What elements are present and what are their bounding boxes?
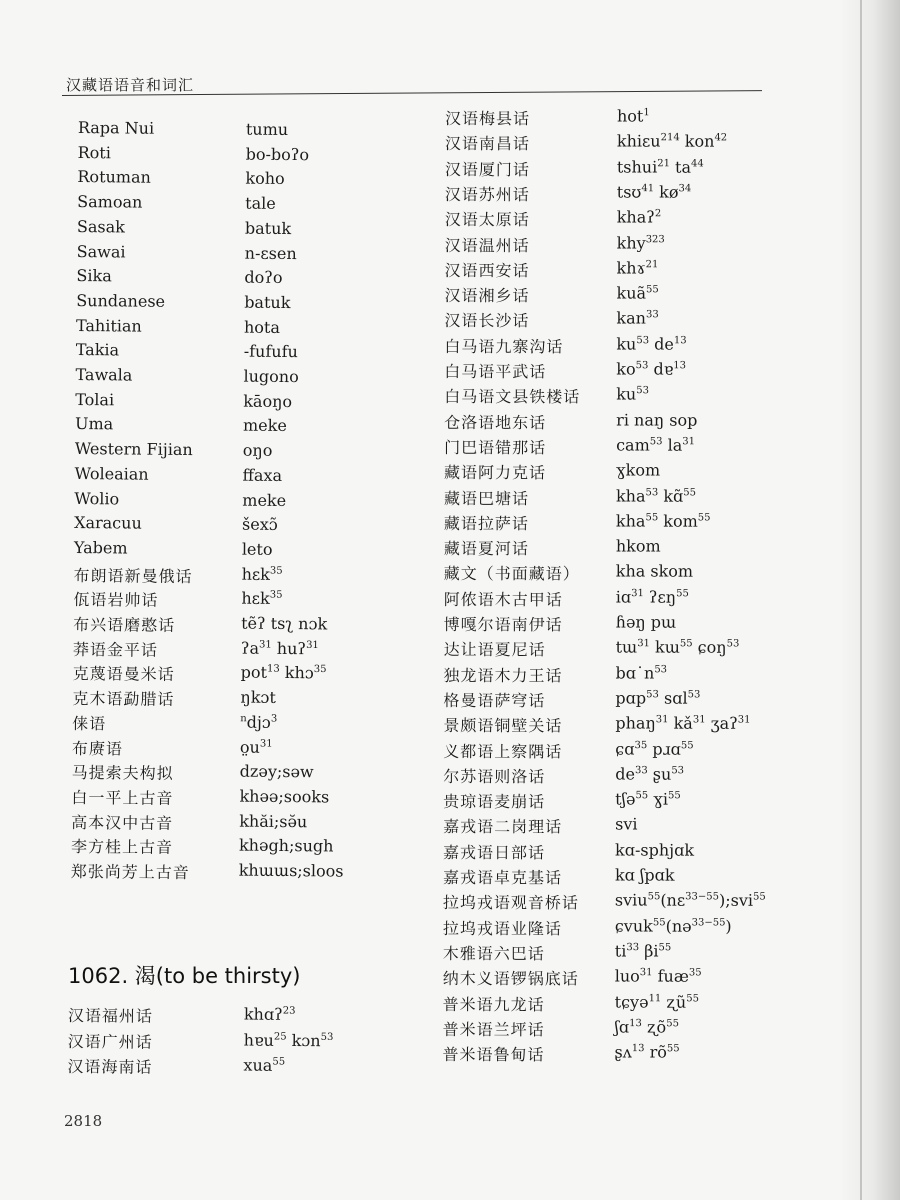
word-form: ɕɑ$^{35}$ pɹɑ$^{55}$ [615, 738, 694, 759]
word-form: tumu [245, 119, 289, 140]
language-name: 普米语鲁甸话 [442, 1045, 545, 1065]
language-name: Sawai [76, 241, 126, 261]
word-form: oŋo [242, 440, 273, 460]
word-form: doʔo [244, 267, 283, 288]
word-form: lugono [243, 366, 299, 387]
word-form: kɑ ʃpɑk [614, 865, 675, 885]
language-name: 汉语西安话 [444, 260, 530, 281]
word-form: hot$^1$ [616, 106, 650, 126]
word-form: $ku^{53}$ [616, 384, 650, 404]
language-name: 汉语长沙话 [444, 311, 530, 331]
language-name: Sundanese [76, 290, 166, 311]
word-form: hɐu$^{25}$ kɔn$^{53}$ [243, 1030, 334, 1050]
entry-heading: 1062. 渴(to be thirsty) [68, 964, 301, 988]
language-name: Roti [77, 142, 111, 163]
language-name: 藏语拉萨话 [443, 513, 529, 534]
word-form: $o̤u^{31}$ [239, 737, 273, 757]
language-name: 博嘎尔语南伊话 [443, 614, 563, 635]
language-name: 莽语金平话 [72, 639, 159, 660]
language-name: Yabem [73, 537, 128, 558]
language-name: 白一平上古音 [71, 787, 174, 808]
word-form: n-ɛsen [244, 243, 297, 263]
language-name: 嘉戎语日部话 [443, 842, 546, 862]
language-name: 汉语梅县话 [444, 108, 531, 129]
word-form: hota [243, 317, 281, 337]
language-name: 白马语文县铁楼话 [444, 387, 581, 407]
language-name: 达让语夏尼话 [443, 640, 546, 660]
word-form: tẽʔ tsʅ nɔk [241, 613, 328, 634]
language-name: Tolai [75, 389, 115, 410]
word-form: xua$^{55}$ [243, 1055, 286, 1075]
language-name: 汉语苏州话 [444, 184, 530, 205]
language-name: 藏文（书面藏语） [443, 564, 580, 584]
language-name: Uma [74, 414, 114, 434]
language-name: 尔苏语则洛话 [443, 766, 546, 787]
language-name: 高本汉中古音 [71, 812, 174, 833]
word-form: kha skom [615, 561, 694, 582]
language-name: 拉坞戎语业隆话 [442, 918, 562, 938]
language-name: Xaracuu [74, 513, 142, 533]
language-name: Rapa Nui [77, 118, 155, 138]
language-name: 藏语夏河话 [443, 539, 529, 559]
language-name: 布兴语磨憨话 [73, 614, 176, 635]
word-form: $ti^{33}$ $\beta i^{55}$ [614, 941, 672, 961]
word-form: cam$^{53}$ $la^{31}$ [616, 435, 696, 455]
language-name: 汉语海南话 [67, 1056, 153, 1077]
language-name: 木雅语六巴话 [442, 943, 545, 964]
language-name: 格曼语萨穹话 [443, 690, 546, 711]
word-form: luo$^{31}$ fuæ$^{35}$ [614, 966, 702, 986]
language-name: Takia [75, 340, 120, 360]
word-form: khiɛu$^{214}$ kon$^{42}$ [616, 131, 728, 152]
word-form: koho [245, 169, 285, 189]
word-form: batuk [244, 218, 292, 238]
language-name: Western Fijian [74, 439, 193, 460]
word-form: kha$^{53}$ kɑ̃$^{55}$ [615, 485, 697, 506]
word-form: kan$^{33}$ [616, 308, 659, 328]
language-name: 嘉戎语卓克基话 [442, 867, 563, 888]
language-name: 景颇语铜壁关话 [443, 716, 563, 736]
page-gutter-shadow [840, 0, 900, 1200]
word-form: ɦəŋ pɯ [615, 612, 677, 632]
word-form: tɕyə$^{11}$ ʐũ$^{55}$ [614, 991, 700, 1012]
word-form: dzəy;səw [239, 761, 314, 782]
word-form: khy$^{323}$ [616, 232, 665, 253]
language-name: 贵琼语麦崩话 [443, 792, 546, 812]
language-name: 克木语勐腊话 [72, 689, 175, 710]
word-form: hkom [615, 536, 661, 556]
page-number: 2818 [64, 1112, 103, 1130]
word-form: khɤ$^{21}$ [616, 258, 659, 278]
word-form: bo-boʔo [245, 144, 310, 164]
word-form: tʃə$^{55}$ ɣi$^{55}$ [615, 789, 681, 809]
language-name: 阿侬语木古甲话 [443, 589, 563, 609]
language-name: 汉语太原话 [444, 210, 530, 230]
word-form: batuk [244, 292, 291, 312]
language-name: 拉坞戎语观音桥话 [442, 893, 579, 913]
page-edge [860, 0, 862, 1200]
word-form: tɯ$^{31}$ kɯ$^{55}$ ɕoŋ$^{53}$ [615, 637, 740, 658]
language-name: 仓洛语地东话 [444, 412, 547, 432]
word-form: šexɔ̃ [242, 514, 278, 535]
language-name: 克蔑语曼米话 [72, 664, 175, 685]
word-form: meke [242, 415, 287, 436]
language-name: 独龙语木力王话 [443, 665, 563, 685]
word-form: hɛk$^{35}$ [241, 588, 283, 609]
word-form: pot$^{13}$ khɔ$^{35}$ [240, 662, 327, 683]
language-name: Tahitian [75, 315, 142, 336]
language-name: 普米语兰坪话 [442, 1019, 545, 1040]
language-name: 汉语湘乡话 [444, 286, 530, 306]
word-form: $ko^{53}$ dɐ$^{13}$ [616, 359, 687, 379]
word-form: tshui$^{21}$ $ta^{44}$ [616, 157, 704, 177]
word-form: $ku^{53}$ $de^{13}$ [616, 334, 687, 354]
word-form: ʃɑ$^{13}$ ʐõ$^{55}$ [614, 1017, 679, 1037]
language-name: 佤语岩帅话 [73, 590, 159, 611]
word-form: khəə;sooks [239, 786, 330, 807]
word-form: khəgh;sugh [238, 835, 334, 856]
word-form: iɑ$^{31}$ ʔɛŋ$^{55}$ [615, 587, 689, 607]
language-name: 义都语上察隅话 [443, 741, 563, 761]
language-name: 藏语阿力克话 [444, 463, 547, 483]
word-form: phaŋ$^{31}$ $kǎ^{31}$ ʒaʔ$^{31}$ [615, 713, 751, 733]
language-name: 藏语巴塘话 [443, 488, 530, 508]
language-name: 汉语广州话 [67, 1031, 153, 1052]
language-name: 李方桂上古音 [70, 837, 174, 858]
word-form: leto [241, 539, 273, 559]
word-form: meke [242, 490, 287, 510]
word-form: tsʊ$^{41}$ $kø^{34}$ [616, 182, 692, 202]
language-name: 汉语温州话 [444, 235, 530, 255]
language-name: 嘉戎语二岗理话 [443, 817, 563, 837]
word-form: $bɑ˙n^{53}$ [615, 663, 668, 683]
word-form: -fufufu [243, 341, 298, 362]
language-name: 白马语九寨沟话 [444, 336, 564, 356]
language-name: 马提索夫构拟 [71, 763, 174, 784]
word-form: svi [615, 814, 638, 834]
word-form: ffaxa [242, 465, 283, 485]
language-name: 白马语平武话 [444, 361, 547, 382]
word-form: ŋkɔt [240, 687, 276, 708]
language-name: Sika [76, 266, 112, 286]
word-form: khɑʔ$^{23}$ [243, 1004, 296, 1024]
word-form: kuã$^{55}$ [616, 283, 659, 303]
word-form: khaʔ$^2$ [616, 207, 662, 227]
language-name: Samoan [77, 192, 143, 212]
word-form: sviu$^{55}$(nɛ$^{33-55}$);svi$^{55}$ [614, 890, 766, 911]
word-form: kha$^{55}$ kom$^{55}$ [615, 511, 711, 531]
word-form: $de^{33}$ ʂu$^{53}$ [615, 764, 685, 784]
word-form: ɣkom [616, 460, 661, 480]
word-form: tale [245, 193, 276, 213]
word-form: khɯɯs;sloos [238, 860, 344, 881]
language-name: 汉语福州话 [67, 1005, 153, 1026]
word-form: $^n$djɔ$^3$ [240, 712, 278, 732]
language-name: Woleaian [74, 463, 149, 484]
language-name: Wolio [74, 488, 120, 508]
language-name: 纳木义语锣锅底话 [442, 969, 579, 989]
language-name: Tawala [75, 364, 133, 385]
word-form: ri naŋ sop [616, 410, 698, 430]
language-name: 汉语南昌话 [444, 134, 530, 154]
language-name: 布赓语 [71, 738, 124, 758]
word-form: ʂʌ$^{13}$ $rõ^{55}$ [614, 1042, 680, 1062]
word-form: ɕvuk$^{55}$(nə$^{33-55}$) [614, 916, 732, 936]
language-name: 俫语 [72, 713, 107, 734]
word-form: ʔa$^{31}$ huʔ$^{31}$ [240, 638, 319, 658]
word-form: hɛk$^{35}$ [241, 564, 283, 584]
language-name: 门巴语错那话 [444, 437, 547, 458]
language-name: Sasak [76, 216, 126, 237]
word-form: kāoŋo [243, 391, 293, 411]
word-form: pɑp$^{53}$ sɑl$^{53}$ [615, 688, 701, 708]
word-form: khăi;sə̆u [239, 811, 308, 831]
language-name: 普米语九龙话 [442, 994, 545, 1014]
language-name: 郑张尚芳上古音 [70, 861, 190, 883]
language-name: Rotuman [77, 167, 151, 188]
word-form: kɑ-sphjɑk [615, 840, 695, 860]
language-name: 汉语厦门话 [444, 159, 530, 179]
language-name: 布朗语新曼俄话 [73, 565, 193, 586]
running-header: 汉藏语语音和词汇 [66, 76, 195, 94]
